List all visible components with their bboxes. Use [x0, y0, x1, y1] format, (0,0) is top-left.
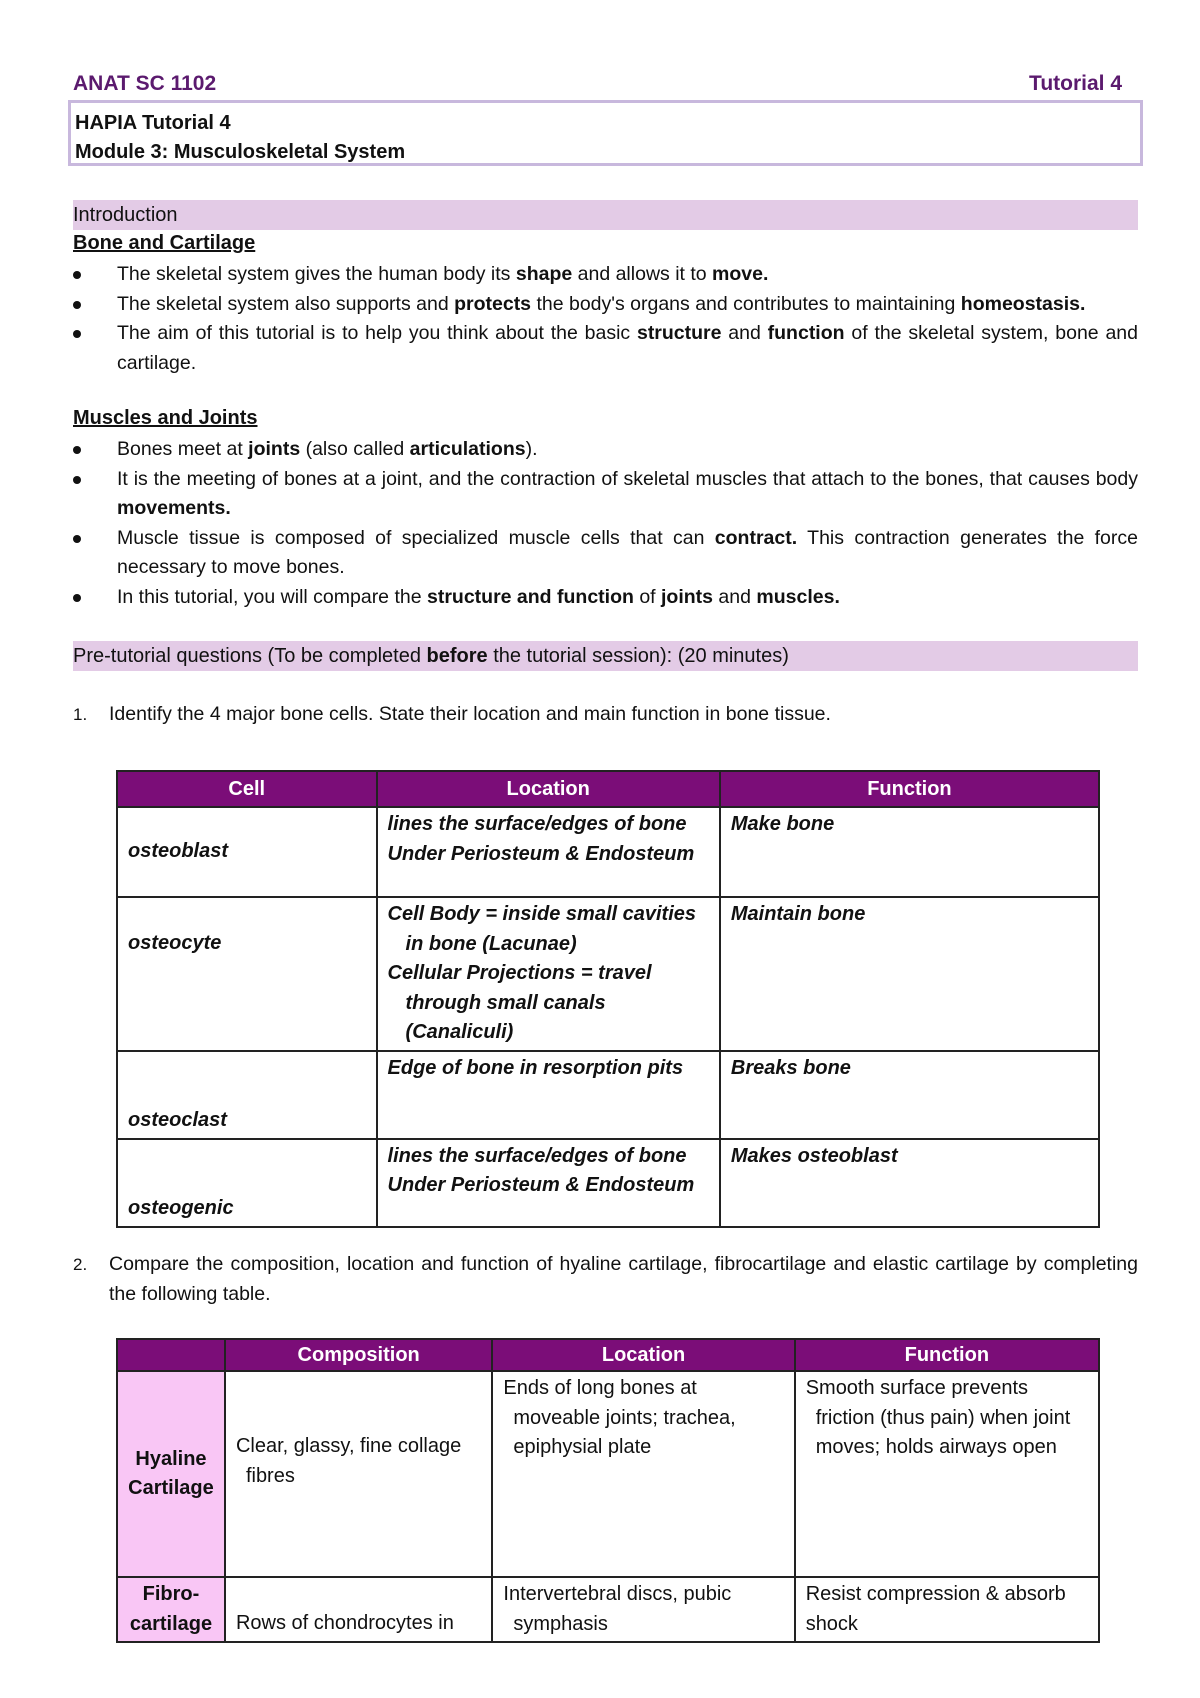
list-item: The skeletal system gives the human body its shape and allows it to move.	[73, 260, 1138, 290]
bullet-icon	[73, 594, 81, 602]
row-head-fibrocartilage: Fibro- cartilage	[117, 1577, 225, 1642]
table-row	[117, 1051, 1099, 1139]
header-function: Function	[795, 1339, 1099, 1371]
bullet-icon	[73, 446, 81, 454]
row-head-hyaline: Hyaline Cartilage	[117, 1371, 225, 1577]
cell-function: Make bone	[720, 807, 1099, 897]
title-box	[68, 100, 1143, 166]
cell-function: Breaks bone	[720, 1051, 1099, 1139]
question-1	[73, 700, 1138, 730]
header-cell: Cell	[117, 771, 377, 807]
muscles-joints-heading: Muscles and Joints	[73, 407, 258, 429]
title-line-2: Module 3: Musculoskeletal System	[75, 141, 406, 163]
cell-composition: Clear, glassy, fine collage fibres	[225, 1371, 492, 1577]
bullet-icon	[73, 476, 81, 484]
cell-composition: Rows of chondrocytes in	[225, 1577, 492, 1642]
header-function: Function	[720, 771, 1099, 807]
list-item: Bones meet at joints (also called articulations).	[73, 435, 1138, 465]
cell-location: Ends of long bones at moveable joints; trachea, epiphysial plate	[492, 1371, 794, 1577]
bullet-icon	[73, 535, 81, 543]
bullet-icon	[73, 330, 81, 338]
question-2	[73, 1250, 1138, 1309]
header-composition: Composition	[225, 1339, 492, 1371]
list-item: The aim of this tutorial is to help you think about the basic structure and function of the skeletal system, bone and cartilage.	[73, 319, 1138, 378]
bone-cells-table	[116, 770, 1100, 1228]
table-row	[117, 897, 1099, 1051]
table-header-row	[117, 771, 1099, 807]
question-text: Identify the 4 major bone cells. State their location and main function in bone tissue.	[109, 703, 831, 725]
cell-location: Cell Body = inside small cavities in bone (Lacunae) Cellular Projections = travel through small canals (Canaliculi)	[377, 897, 720, 1051]
bullet-icon	[73, 271, 81, 279]
cell-function: Maintain bone	[720, 897, 1099, 1051]
question-number: 1.	[73, 705, 88, 724]
table-row	[117, 807, 1099, 897]
question-text: Compare the composition, location and function of hyaline cartilage, fibrocartilage and elastic cartilage by completing the following table.	[109, 1253, 1138, 1305]
cartilage-table	[116, 1338, 1100, 1643]
bone-cartilage-heading: Bone and Cartilage	[73, 232, 256, 254]
cell-location: lines the surface/edges of bone Under Periosteum & Endosteum	[377, 1139, 720, 1227]
introduction-band: Introduction	[73, 200, 1138, 230]
question-number: 2.	[73, 1255, 88, 1274]
cell-location: lines the surface/edges of bone Under Periosteum & Endosteum	[377, 807, 720, 897]
cell-name: osteoclast	[117, 1051, 377, 1139]
bone-cartilage-list	[73, 260, 1138, 378]
list-item: It is the meeting of bones at a joint, and the contraction of skeletal muscles that attach to the bones, that causes body movements.	[73, 465, 1138, 524]
list-item: In this tutorial, you will compare the structure and function of joints and muscles.	[73, 583, 1138, 613]
header-location: Location	[492, 1339, 794, 1371]
header-blank	[117, 1339, 225, 1371]
cell-name: osteocyte	[117, 897, 377, 1051]
cell-location: Edge of bone in resorption pits	[377, 1051, 720, 1139]
cell-name: osteoblast	[117, 807, 377, 897]
list-item: Muscle tissue is composed of specialized muscle cells that can contract. This contraction generates the force necessary to move bones.	[73, 524, 1138, 583]
course-code: ANAT SC 1102	[73, 72, 217, 95]
bullet-icon	[73, 301, 81, 309]
list-item: The skeletal system also supports and protects the body's organs and contributes to maintaining homeostasis.	[73, 290, 1138, 320]
pre-tutorial-band: Pre-tutorial questions (To be completed before the tutorial session): (20 minutes)	[73, 641, 1138, 671]
tutorial-label: Tutorial 4	[1029, 72, 1122, 95]
cell-name: osteogenic	[117, 1139, 377, 1227]
cell-function: Resist compression & absorb shock	[795, 1577, 1099, 1642]
table-row	[117, 1577, 1099, 1642]
title-line-1: HAPIA Tutorial 4	[75, 112, 231, 134]
table-row	[117, 1371, 1099, 1577]
header-location: Location	[377, 771, 720, 807]
muscles-joints-list	[73, 435, 1138, 612]
cell-function: Makes osteoblast	[720, 1139, 1099, 1227]
cell-function: Smooth surface prevents friction (thus pain) when joint moves; holds airways open	[795, 1371, 1099, 1577]
table-header-row	[117, 1339, 1099, 1371]
cell-location: Intervertebral discs, pubic symphasis	[492, 1577, 794, 1642]
table-row	[117, 1139, 1099, 1227]
